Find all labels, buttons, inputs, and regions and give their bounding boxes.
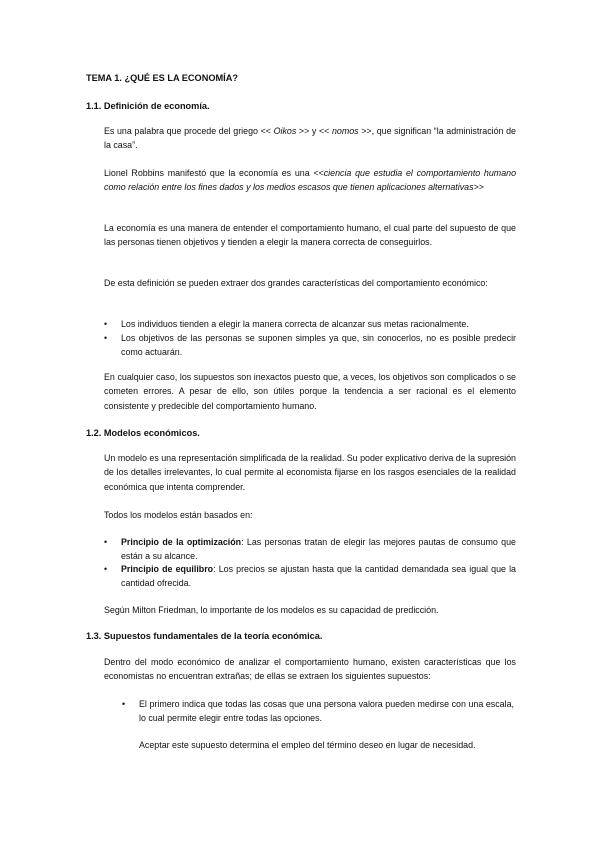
paragraph-fundamentals: Dentro del modo económico de analizar el comportamiento humano, existen características que los economistas no encuentran extrañas; de ellas se extraen los siguientes supuestos:: [104, 657, 516, 682]
bullet-icon: •: [104, 319, 108, 329]
paragraph-models-based: Todos los modelos están basados en:: [104, 510, 253, 520]
bullet-icon: •: [122, 699, 126, 709]
text-run: >>, que significan “la administración de la casa”.: [104, 126, 516, 151]
heading-1-1: 1.1. Definición de economía.: [86, 101, 210, 111]
bullet-icon: •: [104, 564, 108, 574]
paragraph-robbins: [104, 166, 516, 195]
paragraph-desire: Aceptar este supuesto determina el empleo del término deseo en lugar de necesidad.: [139, 740, 476, 750]
paragraph-assumptions: En cualquier caso, los supuestos son inexactos puesto que, a veces, los objetivos son complicados o se cometen errores. A pesar de ello, son útiles porque la tendencia a ser racional es el elemento consistente y predecible del comportamiento humano.: [104, 372, 516, 411]
heading-1-3: 1.3. Supuestos fundamentales de la teoría económica.: [86, 631, 323, 641]
text-robbins-quote: <<ciencia que estudia el comportamiento humano como relación entre los fines dados y los medios escasos que tienen aplicaciones alternativas>>: [104, 168, 517, 193]
bullet-icon: •: [104, 537, 108, 547]
list-item-text: Los individuos tienden a elegir la manera correcta de alcanzar sus metas racionalmente.: [121, 319, 469, 329]
text-run: >> y <<: [296, 126, 332, 136]
text-oikos: Oikos: [273, 126, 297, 136]
bullet-icon: •: [104, 333, 108, 343]
list-item-text: El primero indica que todas las cosas que una persona valora pueden medirse con una escala, lo cual permite elegir entre todas las opciones.: [139, 699, 514, 724]
text-nomos: nomos: [331, 126, 359, 136]
list-item-text: Los objetivos de las personas se suponen simples ya que, sin conocerlos, no es posible predecir como actuarán.: [121, 333, 516, 358]
paragraph-model: Un modelo es una representación simplificada de la realidad. Su poder explicativo deriva de la supresión de los detalles irrelevantes, lo cual permite al economista fijarse en los rasgos esenciales de la realidad económica que intenta comprender.: [104, 453, 516, 492]
paragraph-characteristics: De esta definición se pueden extraer dos grandes características del comportamiento económico:: [104, 278, 488, 288]
paragraph-definition: La economía es una manera de entender el comportamiento humano, el cual parte del supuesto de que las personas tienen objetivos y tienden a elegir la manera correcta de conseguirlos.: [104, 223, 516, 248]
text-run: Es una palabra que procede del griego <<: [104, 126, 274, 136]
text-run: : Las personas tratan de elegir las mejores pautas de consumo que están a su alcance.: [121, 537, 516, 562]
paragraph-friedman: Según Milton Friedman, lo importante de los modelos es su capacidad de predicción.: [104, 605, 439, 615]
text-run: : Los precios se ajustan hasta que la cantidad demandada sea igual que la cantidad ofrecida.: [121, 564, 516, 589]
text-run: Lionel Robbins manifestó que la economía es una: [104, 168, 314, 178]
principle-label: Principio de la optimización: [121, 537, 242, 547]
heading-1-2: 1.2. Modelos económicos.: [86, 428, 200, 438]
principle-label: Principio de equilibro: [121, 564, 214, 574]
page-title: TEMA 1. ¿QUÉ ES LA ECONOMÍA?: [86, 73, 238, 83]
list-item-text: [121, 562, 516, 591]
paragraph-etymology: [104, 124, 516, 153]
list-item-text: [121, 535, 516, 564]
